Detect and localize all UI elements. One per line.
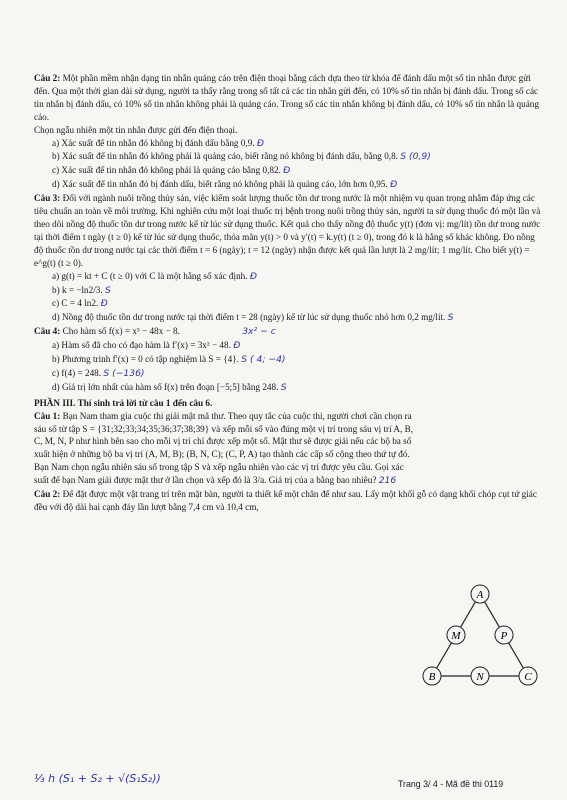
node-p (495, 626, 513, 644)
p3q1-text: Câu 1: Bạn Nam tham gia cuộc thi giải mật mã thư. Theo quy tắc của cuộc thi, người chơi cần chọn ra sáu số từ tập S = {31;32;33;34;35;36;37;38;39} và xếp mỗi số vào đúng một vị trí trong sáu vị trí A, B, C, M, N, P như hình bên sao cho mỗi vị trí chỉ được xếp một số. Mật thư sẽ được giải nếu các bộ ba số xuất hiện ở những bộ ba vị trí (A, M, B); (B, N, C); (C, P, A) tạo thành các cấp số cộng theo thứ tự đó. Bạn Nam chọn ngẫu nhiên sáu số trong tập S và xếp ngẫu nhiên vào các vị trí được yêu cầu. Gọi xác suất để bạn Nam giải được mật thư ở lần chọn và xếp đó là 3/a. Giá trị của a bằng bao nhiêu? 216 (34, 410, 414, 487)
q4-item-c: c) f(4) = 248. S (−136) (52, 367, 145, 379)
q4-item-a: a) Hàm số đã cho có đạo hàm là f′(x) = 3x² − 48. Đ (52, 340, 241, 352)
triangle-diagram (418, 582, 542, 692)
svg-text:A: A (476, 589, 484, 601)
q3-item-c: c) C = 4 ln2. Đ (52, 298, 108, 310)
q3-item-a: a) g(t) = kt + C (t ≥ 0) với C là một hằng số xác định. Đ (52, 270, 257, 282)
handwritten-mark: Đ (283, 165, 291, 177)
node-c (519, 667, 537, 685)
handwritten-mark: S (−136) (103, 367, 145, 379)
handwritten-mark: S (0,9) (400, 151, 431, 163)
svg-text:M: M (451, 630, 461, 642)
part3-heading: PHẦN III. Thí sinh trả lời từ câu 1 đến câu 6. (34, 397, 213, 408)
q2-item-d: d) Xác suất để tin nhắn đó bị đánh dấu, biết rằng nó không phải là quảng cáo, lớn hơn 0,95. Đ (52, 179, 398, 191)
svg-text:C: C (524, 671, 532, 683)
handwritten-mark: Đ (100, 298, 108, 310)
q4-item-b: b) Phương trình f′(x) = 0 có tập nghiệm là S = {4}. S ( 4; −4) (52, 354, 286, 366)
svg-text:P: P (500, 630, 508, 642)
q3-item-d: d) Nồng độ thuốc tồn dư trong nước tại thời điểm t = 28 (ngày) kể từ lúc sử dụng thuốc nhỏ hơn 0,2 mg/lít. S (52, 312, 454, 324)
handwritten-answer: 216 (378, 475, 397, 487)
q2-item-a: a) Xác suất để tin nhắn đó không bị đánh dấu bằng 0,9. Đ (52, 137, 265, 149)
handwritten-note: 3x² − c (242, 326, 276, 338)
svg-text:N: N (476, 671, 484, 683)
p3q2-text: Câu 2: Để đặt được một vật trang trí trên mặt bàn, người ta thiết kế một chân đế như sau. Lấy một khối gỗ có dạng khối chóp cụt tứ giác đều với độ dài hai cạnh đáy lần lượt bằng 7,4 cm và 10,4 cm, (34, 489, 537, 512)
q2-item-c: c) Xác suất để tin nhắn đó không phải là quảng cáo bằng 0,82. Đ (52, 165, 291, 177)
q2-intro: Câu 2: Một phần mềm nhận dạng tin nhắn quảng cáo trên điện thoại bằng cách dựa theo từ khóa để đánh dấu một số tin nhắn được gửi đến. Qua một thời gian dài sử dụng, người ta thấy rằng trong số tất cả các tin nhắn gửi đến, có 10% số tin nhắn bị đánh dấu. Trong số các tin nhắn bị đánh dấu, có 10% số tin nhắn không phải là quảng cáo. Trong số các tin nhắn không bị đánh dấu, có 10% số tin nhắn là quảng cáo. (34, 73, 539, 122)
page-footer: Trang 3/ 4 - Mã đề thi 0119 (398, 779, 504, 789)
q3-intro: Câu 3: Đối với ngành nuôi trồng thủy sản, việc kiểm soát lượng thuốc tồn dư trong nước là một nhiệm vụ quan trọng nhằm đáp ứng các tiêu chuẩn an toàn về môi trường. Khi nghiên cứu một loại thuốc trị bệnh trong nuôi trồng thủy sản, người ta sử dụng thuốc đó một lần và theo dõi nồng độ thuốc tồn dư trong nước kể từ lúc sử dụng thuốc. Kết quả cho thấy nồng độ thuốc y(t) (đơn vị: mg/lít) tồn dư trong nước tại thời điểm t ngày (t ≥ 0) kể từ lúc sử dụng thuốc, thỏa mãn y(t) > 0 và y′(t) = k.y(t) (t ≥ 0), trong đó k là hằng số khác không. Đo nồng độ thuốc tồn dư trong nước tại các thời điểm t = 6 (ngày); t = 12 (ngày) nhận được kết quả lần lượt là 2 mg/lít; 1 mg/lít. Cho biết y(t) = e^g(t) (t ≥ 0). (34, 193, 541, 268)
node-a (471, 585, 489, 603)
handwritten-mark: Đ (233, 340, 241, 352)
handwritten-mark: S ( 4; −4) (241, 354, 286, 366)
node-m (447, 626, 465, 644)
node-b (423, 667, 441, 685)
handwritten-scratch-formula: ⅓ h (S₁ + S₂ + √(S₁S₂)) (34, 772, 161, 785)
q2-prompt: Chọn ngẫu nhiên một tin nhắn được gửi đến điện thoại. (34, 124, 238, 135)
q2-item-b: b) Xác suất để tin nhắn đó không phải là quảng cáo, biết rằng nó không bị đánh dấu, bằng 0,8. S (0,9) (52, 151, 431, 163)
handwritten-mark: Đ (256, 137, 265, 149)
handwritten-mark: Đ (390, 179, 398, 191)
svg-text:B: B (428, 671, 436, 683)
node-n (471, 667, 489, 685)
q4-intro: Câu 4: Cho hàm số f(x) = x³ − 48x − 8. 3x² − c (34, 326, 276, 338)
handwritten-mark: S (104, 284, 111, 296)
handwritten-mark: Đ (249, 270, 257, 282)
handwritten-mark: S (447, 312, 454, 324)
q4-item-d: d) Giá trị lớn nhất của hàm số f(x) trên đoạn [−5;5] bằng 248. S (52, 381, 287, 393)
q3-item-b: b) k = −ln2/3. S (52, 284, 111, 296)
handwritten-mark: S (280, 381, 287, 393)
